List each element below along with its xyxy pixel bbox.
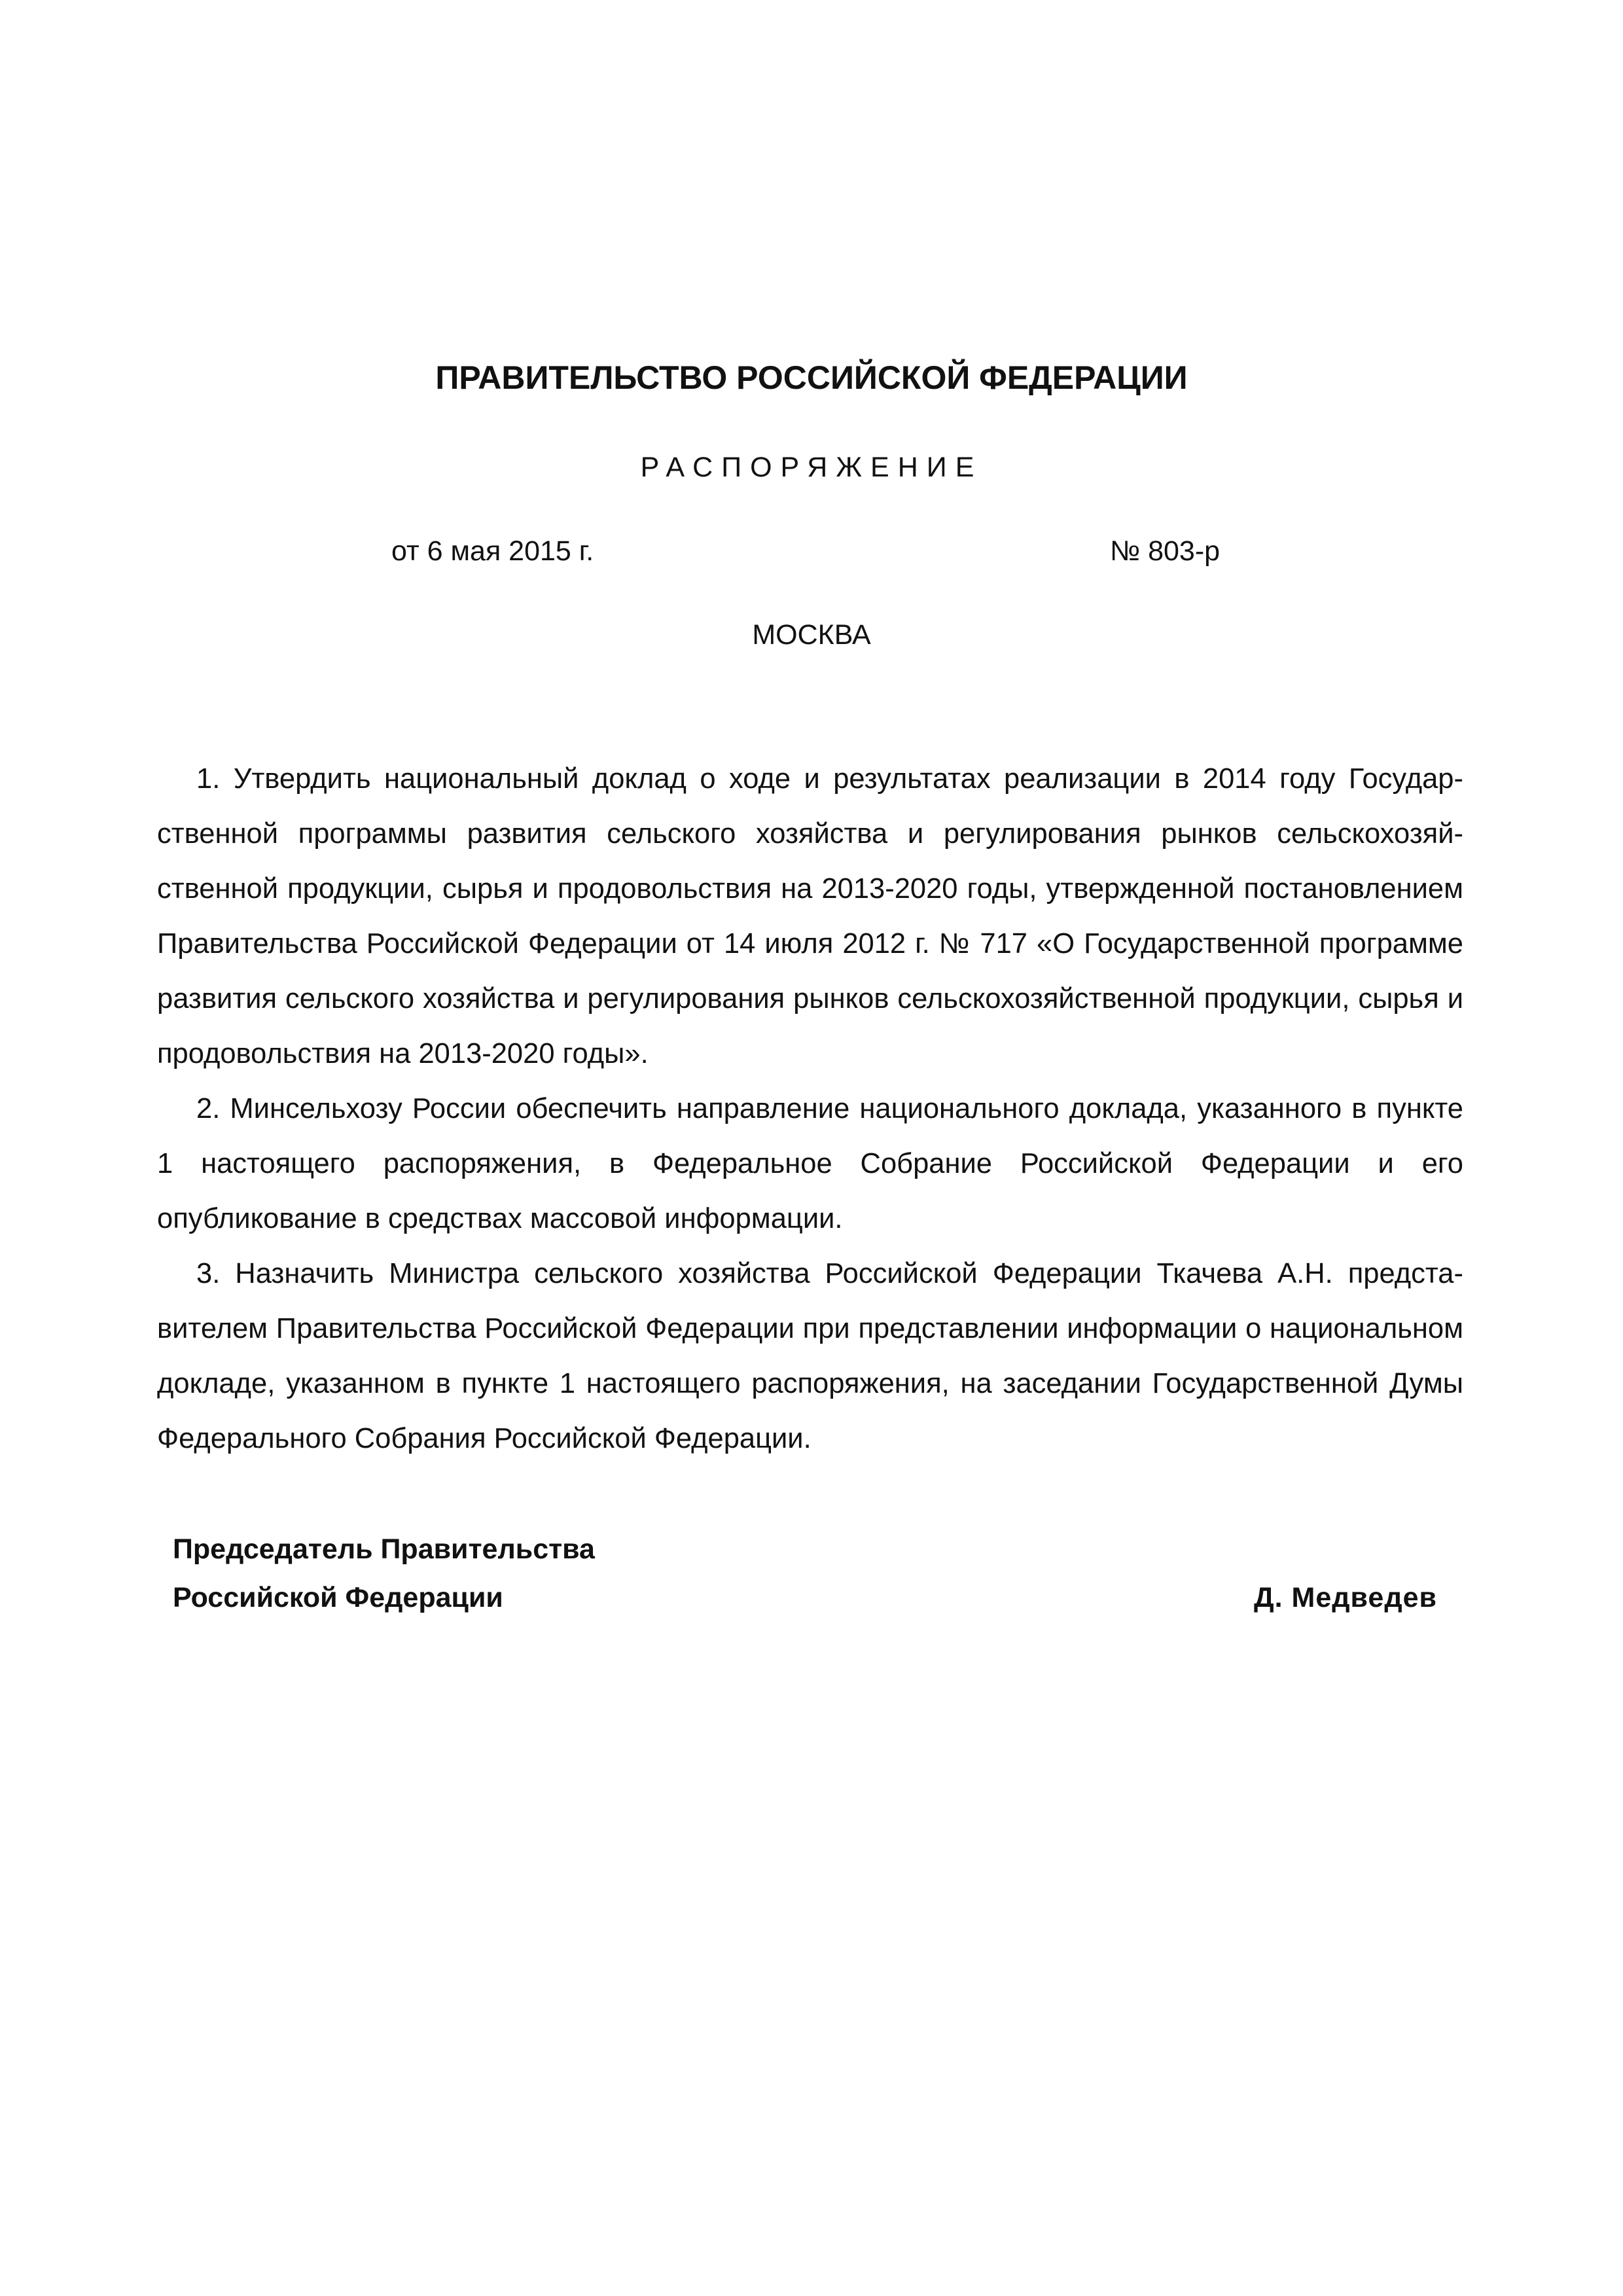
paragraph-2: 2. Минсельхозу России обеспечить направление национального доклада, указанного в пункте 1 настоящего распоряжения, в Федеральное Собрание Российской Федерации и его опубликование в средствах массовой информации. (157, 1093, 1463, 1234)
signatory-position-line1: Председатель Правительства (173, 1534, 595, 1565)
document-body (157, 751, 1463, 1466)
organization-title: ПРАВИТЕЛЬСТВО РОССИЙСКОЙ ФЕДЕРАЦИИ (435, 359, 1188, 396)
document-number: № 803-р (1110, 535, 1221, 567)
signatory-name: Д. Медведев (1254, 1582, 1437, 1613)
document-date: от 6 мая 2015 г. (391, 535, 594, 567)
signatory-position (173, 1525, 595, 1622)
signatory-position-line2: Российской Федерации (173, 1582, 503, 1613)
document-city: МОСКВА (752, 619, 871, 651)
paragraph-3: 3. Назначить Министра сельского хозяйства Российской Федерации Ткачева А.Н. представителем Правительства Российской Федерации при представлении информации о национальном докладе, указанном в пункте 1 настоящего распоряжения, на заседании Государственной Думы Федерального Собрания Российской Федерации. (157, 1258, 1463, 1454)
document-type: РАСПОРЯЖЕНИЕ (640, 452, 983, 483)
paragraph-1: 1. Утвердить национальный доклад о ходе и результатах реализации в 2014 году Государственной программы развития сельского хозяйства и регулирования рынков сельскохозяйственной продукции, сырья и продовольствия на 2013-2020 годы, утвержденной постановлением Правительства Российской Федерации от 14 июля 2012 г. № 717 «О Государственной программе развития сельского хозяйства и регулирования рынков сельскохозяйственной продукции, сырья и продовольствия на 2013-2020 годы». (157, 763, 1463, 1069)
